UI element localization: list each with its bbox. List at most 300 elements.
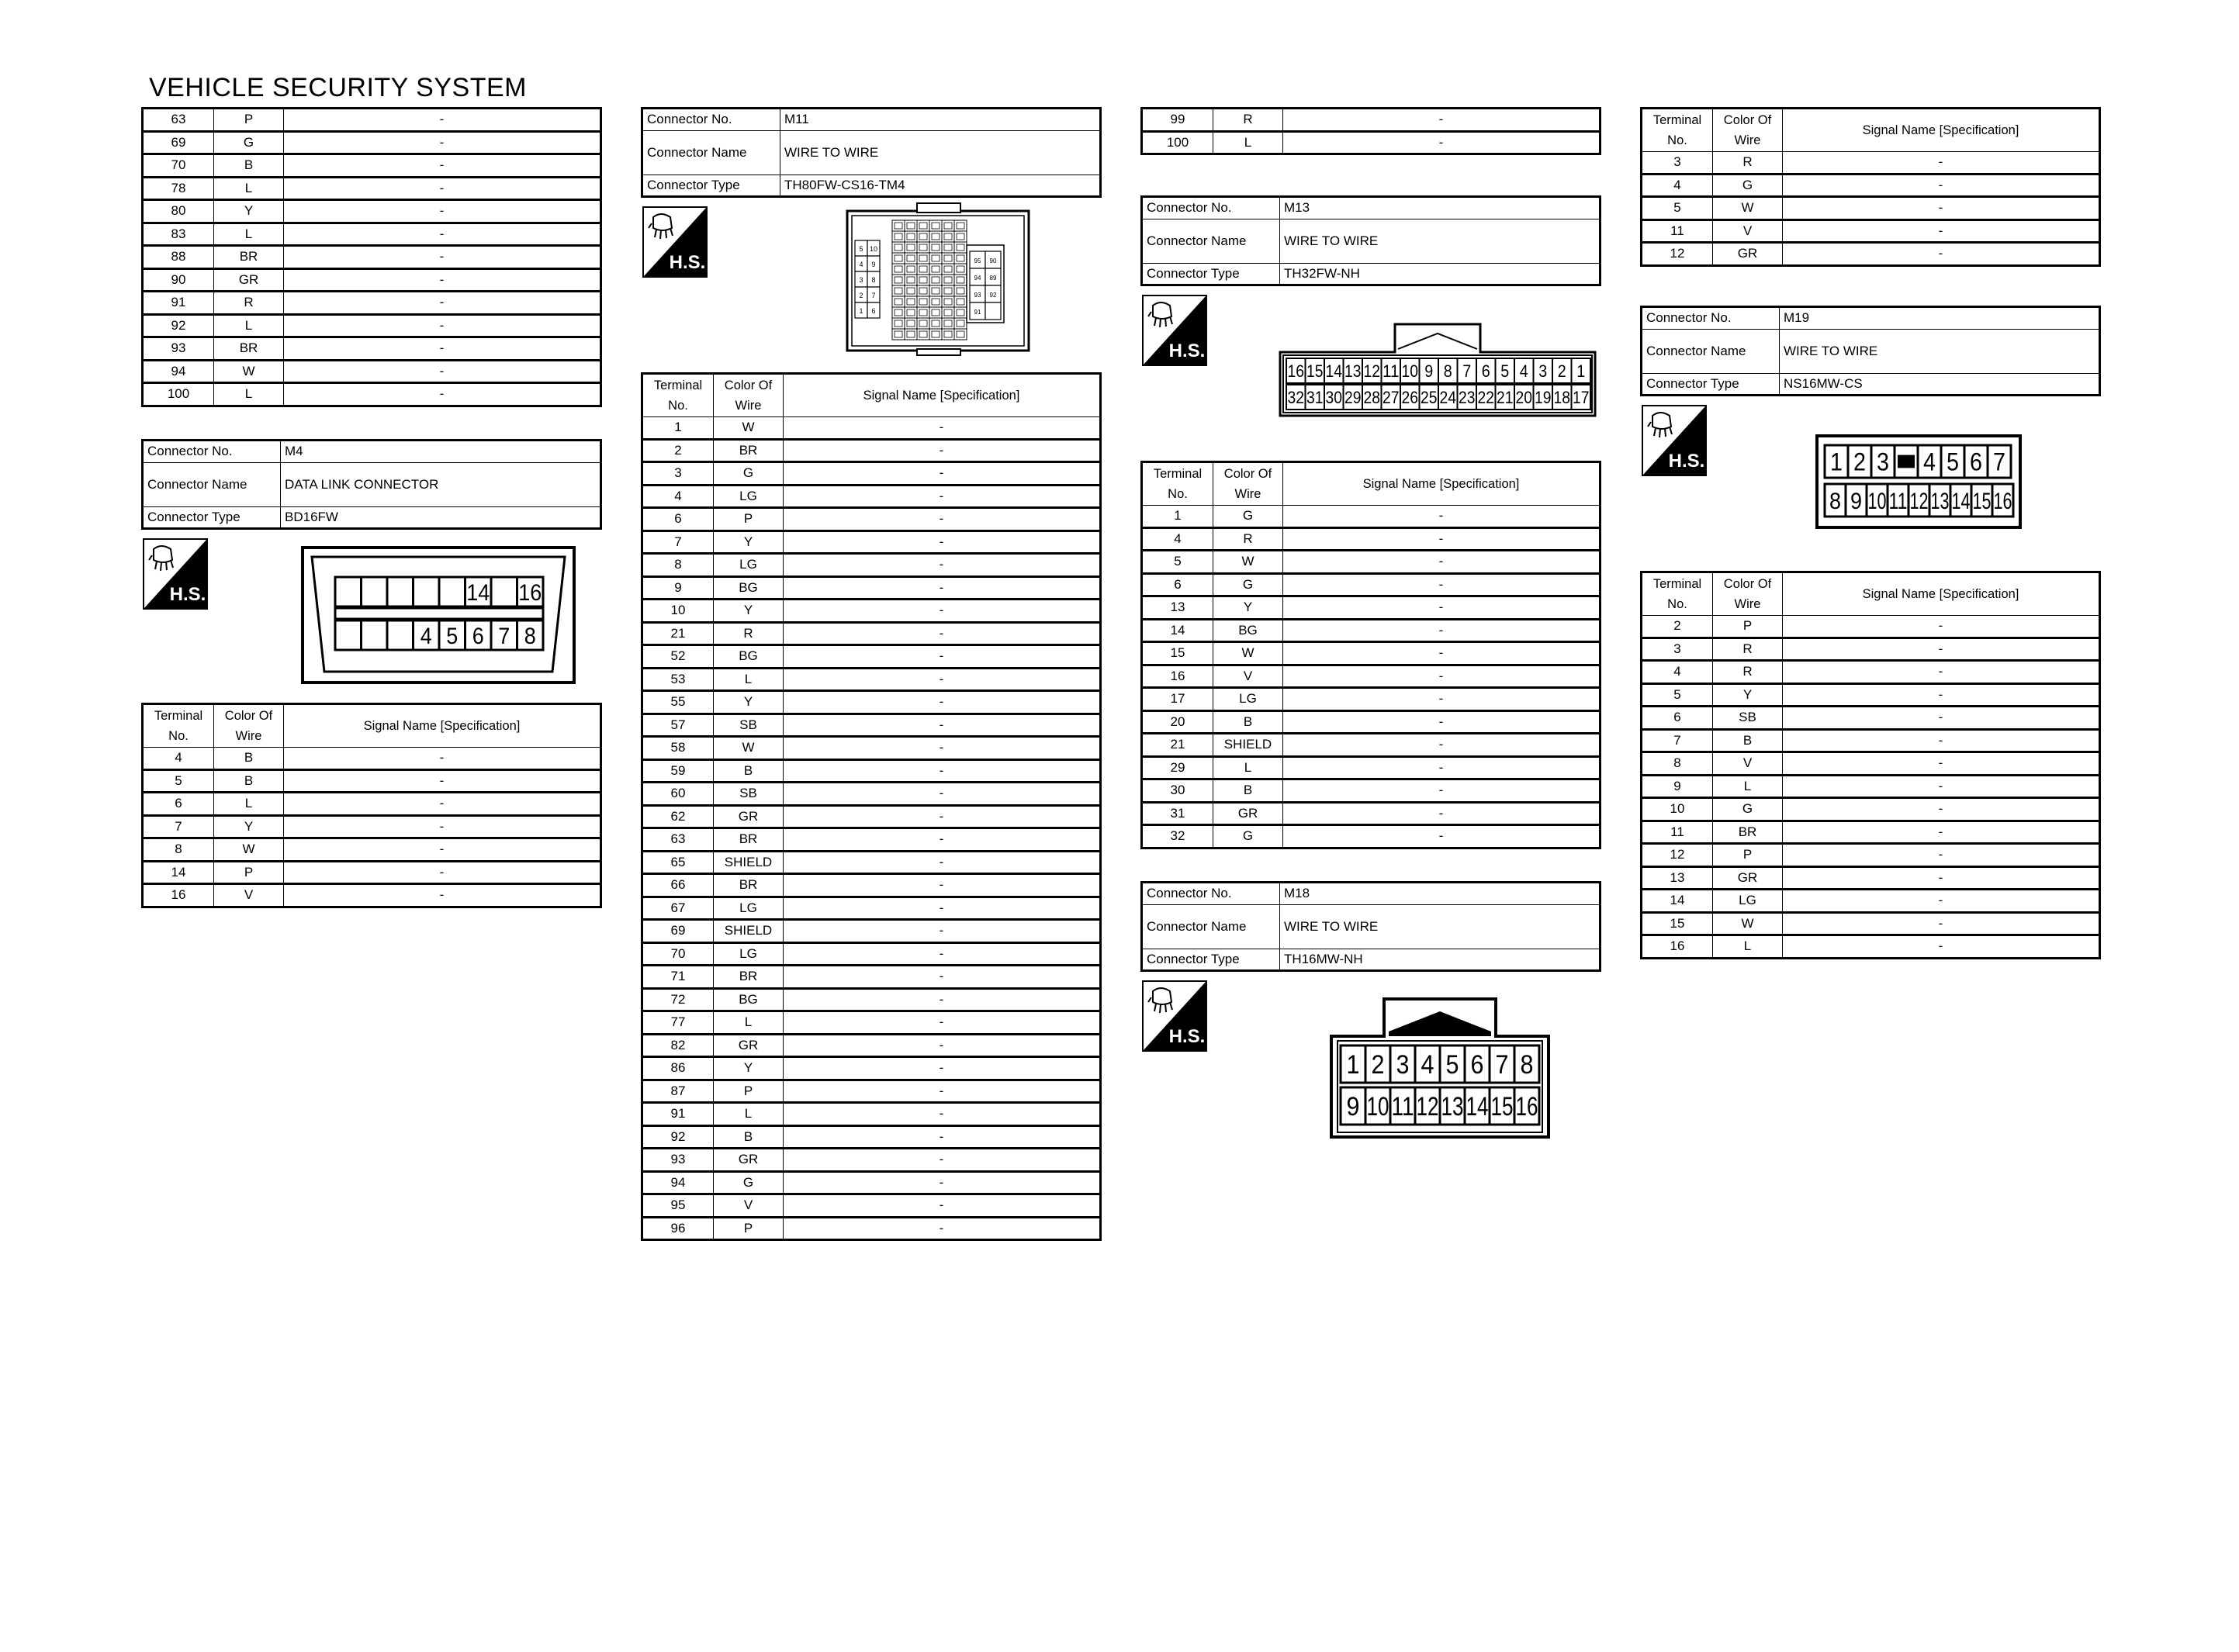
wire-color-cell: LG xyxy=(714,485,784,508)
pin-cell xyxy=(917,318,929,329)
terminal-cell: 82 xyxy=(642,1034,714,1057)
table-row xyxy=(642,1103,1101,1126)
terminal-cell: 99 xyxy=(1142,109,1213,132)
harness-side-icon xyxy=(642,206,708,278)
terminal-cell: 12 xyxy=(1642,844,1713,867)
pin-number: 10 xyxy=(1366,1092,1389,1122)
table-row xyxy=(143,884,601,907)
table-row xyxy=(1642,752,2100,776)
pin-number: 6 xyxy=(1970,448,1982,476)
pin-number: 94 xyxy=(974,275,981,282)
terminal-cell: 16 xyxy=(1642,935,1713,959)
pin-number: 16 xyxy=(1515,1092,1538,1122)
pin-cell xyxy=(917,285,929,296)
connector-no-value: M13 xyxy=(1280,197,1601,219)
pin-number: 19 xyxy=(1535,387,1552,407)
pin-cell xyxy=(954,264,967,275)
pin-number: 13 xyxy=(1344,361,1362,381)
wire-color-cell: L xyxy=(1213,756,1283,779)
pin-cell xyxy=(929,275,942,285)
wire-color-cell: L xyxy=(1713,935,1783,959)
wire-color-cell: SHIELD xyxy=(714,851,784,874)
wire-color-cell: R xyxy=(1713,152,1783,175)
pin-number: 23 xyxy=(1459,387,1476,407)
terminal-cell: 69 xyxy=(642,920,714,943)
connector-name-value: WIRE TO WIRE xyxy=(780,130,1101,175)
pin-cell xyxy=(362,620,388,650)
signal-cell: - xyxy=(784,622,1101,645)
pin-cell xyxy=(439,577,465,607)
wire-color-cell: BG xyxy=(714,576,784,600)
terminal-cell: 4 xyxy=(1642,661,1713,684)
connector-type-value: TH80FW-CS16-TM4 xyxy=(780,175,1101,197)
table-row xyxy=(143,769,601,793)
pin-cell xyxy=(905,318,917,329)
pin-cell xyxy=(917,307,929,318)
terminal-cell: 71 xyxy=(642,966,714,989)
terminal-cell: 12 xyxy=(1642,243,1713,266)
wire-color-cell: LG xyxy=(1213,688,1283,711)
wire-color-cell: R xyxy=(1713,638,1783,661)
table-row xyxy=(642,417,1101,440)
table-row xyxy=(1642,661,2100,684)
terminal-cell: 65 xyxy=(642,851,714,874)
wire-color-cell: V xyxy=(1713,219,1783,243)
table-row xyxy=(642,462,1101,486)
signal-cell: - xyxy=(784,1125,1101,1149)
pin-number: 7 xyxy=(1993,448,2005,476)
terminal-cell: 6 xyxy=(143,793,214,816)
table-row xyxy=(1142,825,1601,848)
pin-cell xyxy=(954,329,967,340)
table-row xyxy=(642,1034,1101,1057)
wire-color-cell: L xyxy=(714,668,784,691)
terminal-cell: 16 xyxy=(143,884,214,907)
table-row xyxy=(143,131,601,154)
signal-cell: - xyxy=(1783,798,2100,821)
connector-name-value: WIRE TO WIRE xyxy=(1280,219,1601,263)
pin-number: 5 xyxy=(1500,361,1510,381)
signal-cell: - xyxy=(784,942,1101,966)
wire-color-cell: BR xyxy=(714,439,784,462)
m19-connector-face xyxy=(1815,434,2022,529)
svg-text:H.S.: H.S. xyxy=(169,584,206,605)
wire-color-cell: W xyxy=(214,360,284,383)
wire-color-cell: P xyxy=(214,861,284,884)
color-header: Color Of Wire xyxy=(1713,109,1783,152)
connector-type-value: TH16MW-NH xyxy=(1280,949,1601,971)
terminal-table-m19 xyxy=(1640,571,2101,959)
signal-cell: - xyxy=(1783,729,2100,752)
signal-header: Signal Name [Specification] xyxy=(1783,109,2100,152)
pin-number: 1 xyxy=(1346,1050,1360,1080)
pin-cell xyxy=(917,296,929,307)
pin-number: 13 xyxy=(1930,488,1950,514)
pin-number: 5 xyxy=(1947,448,1959,476)
terminal-table-continued xyxy=(141,107,602,407)
wire-color-cell: B xyxy=(1713,729,1783,752)
signal-cell: - xyxy=(784,874,1101,897)
table-row xyxy=(642,1149,1101,1172)
signal-cell: - xyxy=(284,383,601,406)
wire-color-cell: L xyxy=(714,1011,784,1035)
wire-color-cell: V xyxy=(714,1194,784,1218)
pin-cell xyxy=(917,264,929,275)
pin-cell xyxy=(942,307,954,318)
signal-cell: - xyxy=(784,1171,1101,1194)
terminal-cell: 95 xyxy=(642,1194,714,1218)
signal-cell: - xyxy=(784,1057,1101,1080)
terminal-cell: 5 xyxy=(1642,197,1713,220)
wire-color-cell: BR xyxy=(214,246,284,269)
signal-header: Signal Name [Specification] xyxy=(284,704,601,748)
table-row xyxy=(1642,821,2100,844)
signal-cell: - xyxy=(1783,197,2100,220)
signal-cell: - xyxy=(284,268,601,292)
wire-color-cell: V xyxy=(214,884,284,907)
pin-cell xyxy=(942,264,954,275)
table-row xyxy=(642,805,1101,828)
wire-color-cell: V xyxy=(1213,665,1283,688)
pin-number: 10 xyxy=(1401,361,1418,381)
pin-number: 15 xyxy=(1972,488,1992,514)
svg-text:H.S.: H.S. xyxy=(669,252,706,273)
terminal-cell: 100 xyxy=(1142,131,1213,154)
pin-number: 6 xyxy=(472,623,484,649)
signal-cell: - xyxy=(784,554,1101,577)
table-row xyxy=(1142,779,1601,803)
connector-no-label: Connector No. xyxy=(143,441,281,463)
pin-number: 5 xyxy=(859,245,863,253)
table-row xyxy=(642,508,1101,531)
terminal-cell: 9 xyxy=(1642,775,1713,798)
table-row xyxy=(143,314,601,337)
wire-color-cell: B xyxy=(714,759,784,783)
connector-type-label: Connector Type xyxy=(1142,949,1280,971)
signal-cell: - xyxy=(1783,844,2100,867)
m13-connector-face xyxy=(1280,323,1598,419)
wire-color-cell: Y xyxy=(714,531,784,554)
terminal-cell: 17 xyxy=(1142,688,1213,711)
pin-number: 9 xyxy=(1850,488,1862,514)
terminal-cell: 1 xyxy=(642,417,714,440)
table-row xyxy=(642,485,1101,508)
wire-color-cell: W xyxy=(1213,551,1283,574)
pin-number: 7 xyxy=(1462,361,1472,381)
signal-cell: - xyxy=(784,737,1101,760)
pin-cell xyxy=(905,264,917,275)
signal-cell: - xyxy=(784,1194,1101,1218)
pin-cell xyxy=(905,296,917,307)
terminal-cell: 91 xyxy=(642,1103,714,1126)
wire-color-cell: L xyxy=(214,793,284,816)
wire-color-cell: BR xyxy=(214,337,284,361)
table-row xyxy=(642,645,1101,669)
pin-number: 22 xyxy=(1477,387,1494,407)
terminal-cell: 57 xyxy=(642,714,714,737)
signal-cell: - xyxy=(1283,756,1601,779)
pin-number: 1 xyxy=(1576,361,1586,381)
table-row xyxy=(1142,802,1601,825)
terminal-cell: 92 xyxy=(143,314,214,337)
pin-number: 8 xyxy=(1443,361,1452,381)
terminal-cell: 14 xyxy=(1142,619,1213,642)
pin-number: 4 xyxy=(420,623,432,649)
signal-cell: - xyxy=(1783,707,2100,730)
table-row xyxy=(642,737,1101,760)
connector-m13-diagram xyxy=(1280,323,1598,423)
pin-cell xyxy=(985,302,1001,320)
table-row xyxy=(1642,798,2100,821)
wire-color-cell: P xyxy=(1713,616,1783,638)
terminal-cell: 13 xyxy=(1142,596,1213,620)
wire-color-cell: GR xyxy=(714,1034,784,1057)
connector-name-value: WIRE TO WIRE xyxy=(1280,904,1601,949)
table-row xyxy=(1142,506,1601,528)
signal-cell: - xyxy=(784,1011,1101,1035)
pin-number: 8 xyxy=(524,623,536,649)
pin-number: 2 xyxy=(1557,361,1566,381)
pin-cell xyxy=(929,242,942,253)
table-row xyxy=(642,622,1101,645)
terminal-cell: 5 xyxy=(143,769,214,793)
terminal-cell: 29 xyxy=(1142,756,1213,779)
signal-cell: - xyxy=(784,1034,1101,1057)
connector-no-value: M19 xyxy=(1780,307,2100,330)
pin-cell xyxy=(929,296,942,307)
wire-color-cell: P xyxy=(714,1217,784,1240)
wire-color-cell: P xyxy=(714,508,784,531)
pin-number: 9 xyxy=(1346,1092,1360,1122)
signal-header: Signal Name [Specification] xyxy=(1283,462,1601,506)
wire-color-cell: B xyxy=(1213,710,1283,734)
wire-color-cell: Y xyxy=(714,691,784,714)
pin-number: 32 xyxy=(1287,387,1304,407)
terminal-cell: 67 xyxy=(642,897,714,920)
table-row xyxy=(1142,619,1601,642)
hs-badge xyxy=(642,206,708,278)
terminal-cell: 14 xyxy=(1642,890,1713,913)
color-header: Color Of Wire xyxy=(714,374,784,417)
pin-number: 12 xyxy=(1909,488,1929,514)
wire-color-cell: BG xyxy=(714,645,784,669)
terminal-cell: 31 xyxy=(1142,802,1213,825)
connector-type-value: NS16MW-CS xyxy=(1780,373,2100,396)
wire-color-cell: W xyxy=(214,838,284,862)
pin-number: 6 xyxy=(1481,361,1490,381)
table-row xyxy=(1142,131,1601,154)
signal-cell: - xyxy=(284,292,601,315)
wire-color-cell: R xyxy=(1213,527,1283,551)
pin-cell xyxy=(942,242,954,253)
table-row xyxy=(642,1125,1101,1149)
wire-color-cell: G xyxy=(214,131,284,154)
connector-no-label: Connector No. xyxy=(1642,307,1780,330)
signal-cell: - xyxy=(1783,661,2100,684)
signal-cell: - xyxy=(784,531,1101,554)
pin-cell xyxy=(954,242,967,253)
pin-cell xyxy=(892,231,905,242)
signal-cell: - xyxy=(1283,734,1601,757)
table-row xyxy=(1642,683,2100,707)
table-row xyxy=(1142,756,1601,779)
pin-number: 1 xyxy=(859,307,863,315)
signal-cell: - xyxy=(784,828,1101,852)
connector-name-label: Connector Name xyxy=(642,130,780,175)
connector-m18-diagram xyxy=(1330,997,1550,1142)
table-row xyxy=(642,531,1101,554)
connector-no-value: M18 xyxy=(1280,883,1601,905)
terminal-cell: 55 xyxy=(642,691,714,714)
terminal-cell: 59 xyxy=(642,759,714,783)
pin-number: 16 xyxy=(518,579,542,606)
terminal-table-m13 xyxy=(1140,461,1601,849)
pin-cell xyxy=(905,253,917,264)
wire-color-cell: G xyxy=(1213,573,1283,596)
wire-color-cell: V xyxy=(1713,752,1783,776)
harness-side-icon xyxy=(143,538,208,610)
table-row xyxy=(642,439,1101,462)
terminal-cell: 15 xyxy=(1142,642,1213,665)
pin-number: 8 xyxy=(1520,1050,1534,1080)
signal-cell: - xyxy=(1283,665,1601,688)
pin-cell xyxy=(892,285,905,296)
pin-cell xyxy=(917,329,929,340)
table-row xyxy=(642,600,1101,623)
terminal-cell: 6 xyxy=(1142,573,1213,596)
pin-number: 3 xyxy=(1396,1050,1410,1080)
terminal-table-m11 xyxy=(641,372,1102,1241)
wire-color-cell: SB xyxy=(1713,707,1783,730)
pin-cell xyxy=(905,242,917,253)
pin-cell xyxy=(905,275,917,285)
pin-cell xyxy=(954,285,967,296)
wire-color-cell: L xyxy=(714,1103,784,1126)
pin-number: 7 xyxy=(1495,1050,1509,1080)
pin-cell xyxy=(892,275,905,285)
pin-number: 2 xyxy=(859,292,863,299)
wire-color-cell: BR xyxy=(1713,821,1783,844)
terminal-cell: 11 xyxy=(1642,219,1713,243)
terminal-cell: 13 xyxy=(1642,866,1713,890)
pin-number: 4 xyxy=(859,261,863,268)
signal-cell: - xyxy=(1783,935,2100,959)
terminal-cell: 30 xyxy=(1142,779,1213,803)
terminal-cell: 14 xyxy=(143,861,214,884)
signal-cell: - xyxy=(1783,912,2100,935)
pin-number: 95 xyxy=(974,257,981,264)
signal-cell: - xyxy=(784,966,1101,989)
pin-cell xyxy=(929,264,942,275)
terminal-cell: 96 xyxy=(642,1217,714,1240)
connector-m4-header xyxy=(141,439,602,530)
pin-number: 14 xyxy=(1466,1092,1489,1122)
pin-cell xyxy=(942,296,954,307)
terminal-cell: 100 xyxy=(143,383,214,406)
table-row xyxy=(1642,775,2100,798)
pin-cell xyxy=(929,285,942,296)
terminal-cell: 58 xyxy=(642,737,714,760)
table-row xyxy=(143,223,601,246)
table-row xyxy=(143,292,601,315)
connector-type-label: Connector Type xyxy=(642,175,780,197)
table-row xyxy=(1642,844,2100,867)
table-row xyxy=(143,337,601,361)
pin-cell xyxy=(954,275,967,285)
pin-number: 11 xyxy=(1383,361,1400,381)
connector-type-label: Connector Type xyxy=(1142,263,1280,285)
terminal-cell: 91 xyxy=(143,292,214,315)
terminal-cell: 94 xyxy=(143,360,214,383)
pin-cell xyxy=(954,318,967,329)
pin-cell xyxy=(929,307,942,318)
pin-cell xyxy=(917,242,929,253)
wire-color-cell: W xyxy=(1713,197,1783,220)
pin-number: 8 xyxy=(871,276,876,284)
pin-number: 27 xyxy=(1383,387,1400,407)
pin-number: 10 xyxy=(869,245,878,253)
connector-name-label: Connector Name xyxy=(143,462,281,506)
signal-cell: - xyxy=(1283,710,1601,734)
pin-number: 21 xyxy=(1497,387,1514,407)
table-row xyxy=(1142,642,1601,665)
wire-color-cell: LG xyxy=(1713,890,1783,913)
pin-cell xyxy=(942,253,954,264)
wire-color-cell: GR xyxy=(1213,802,1283,825)
wire-color-cell: Y xyxy=(214,815,284,838)
pin-number: 3 xyxy=(859,276,863,284)
wire-color-cell: Y xyxy=(714,600,784,623)
table-row xyxy=(642,1080,1101,1103)
wire-color-cell: L xyxy=(214,223,284,246)
wire-color-cell: G xyxy=(1213,506,1283,528)
terminal-cell: 6 xyxy=(642,508,714,531)
wire-color-cell: LG xyxy=(714,897,784,920)
wire-color-cell: R xyxy=(714,622,784,645)
pin-number: 14 xyxy=(466,579,490,606)
table-row xyxy=(1142,710,1601,734)
signal-cell: - xyxy=(1783,638,2100,661)
terminal-cell: 60 xyxy=(642,783,714,806)
pin-cell xyxy=(954,296,967,307)
connector-m18-header xyxy=(1140,881,1601,972)
wire-color-cell: B xyxy=(1213,779,1283,803)
signal-cell: - xyxy=(284,793,601,816)
wire-color-cell: GR xyxy=(714,1149,784,1172)
svg-text:H.S.: H.S. xyxy=(1168,1026,1206,1047)
terminal-cell: 78 xyxy=(143,177,214,200)
signal-cell: - xyxy=(284,815,601,838)
signal-cell: - xyxy=(1783,866,2100,890)
pin-number: 10 xyxy=(1867,488,1887,514)
pin-cell xyxy=(905,220,917,231)
terminal-cell: 92 xyxy=(642,1125,714,1149)
signal-cell: - xyxy=(1283,573,1601,596)
wire-color-cell: W xyxy=(714,417,784,440)
table-row xyxy=(143,360,601,383)
wire-color-cell: Y xyxy=(714,1057,784,1080)
wire-color-cell: L xyxy=(214,383,284,406)
table-row xyxy=(642,759,1101,783)
wire-color-cell: W xyxy=(1713,912,1783,935)
terminal-cell: 10 xyxy=(642,600,714,623)
signal-cell: - xyxy=(784,576,1101,600)
terminal-cell: 4 xyxy=(642,485,714,508)
table-row xyxy=(642,668,1101,691)
signal-cell: - xyxy=(1783,616,2100,638)
pin-cell xyxy=(892,264,905,275)
pin-cell xyxy=(929,318,942,329)
